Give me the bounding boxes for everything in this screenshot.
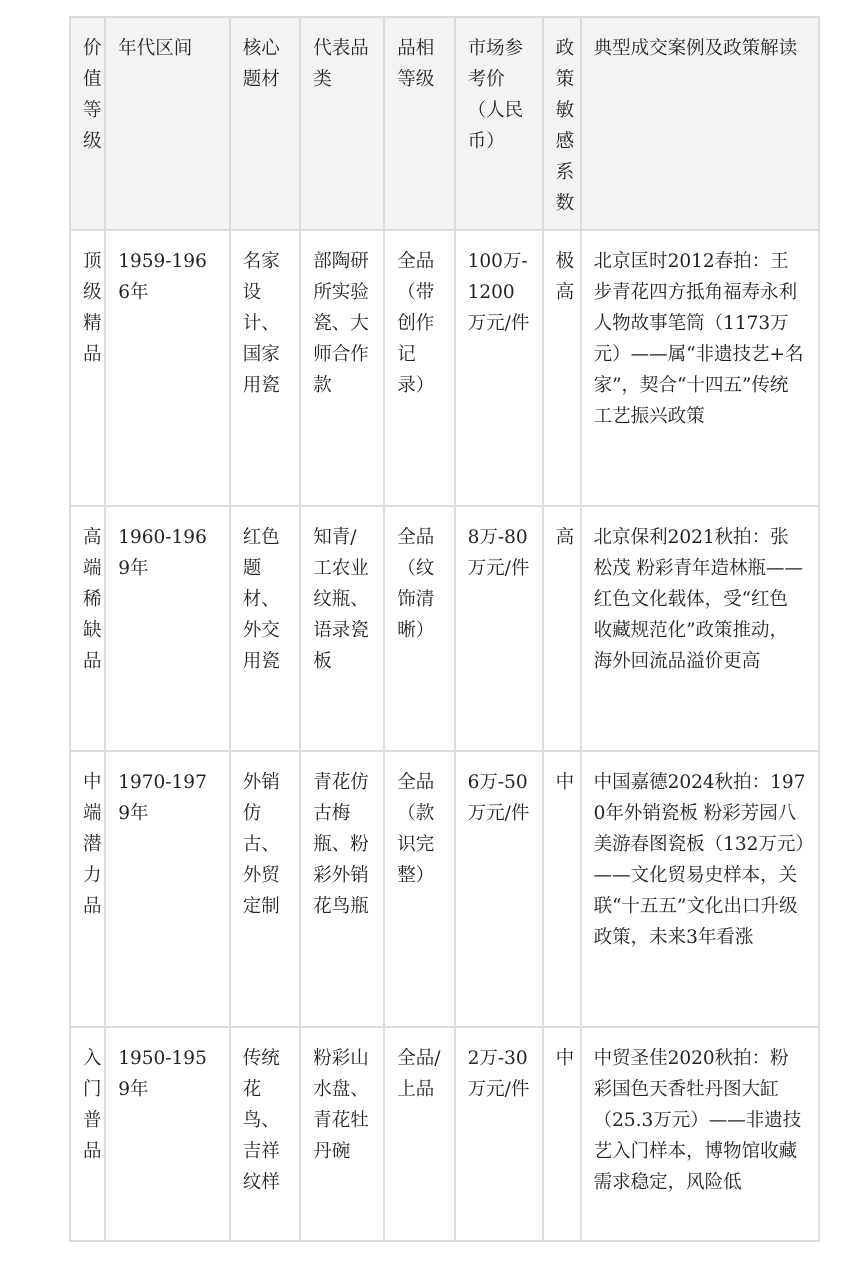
cell-representative-category: 青花仿古梅瓶、粉彩外销花鸟瓶	[300, 751, 384, 1027]
cell-era-range: 1959-1966年	[105, 230, 230, 506]
cell-representative-category: 部陶研所实验瓷、大师合作款	[300, 230, 384, 506]
cell-core-theme: 红色题材、外交用瓷	[230, 506, 300, 751]
header-representative-category: 代表品类	[300, 17, 384, 230]
cell-policy-sensitivity: 中	[543, 1027, 581, 1241]
header-era-range: 年代区间	[105, 17, 230, 230]
valuation-table	[69, 16, 820, 1242]
cell-value-tier: 高端稀缺品	[70, 506, 105, 751]
cell-condition-grade: 全品/上品	[384, 1027, 454, 1241]
cell-representative-category: 粉彩山水盘、青花牡丹碗	[300, 1027, 384, 1241]
cell-case-and-policy: 北京保利2021秋拍：张松茂 粉彩青年造林瓶——红色文化载体，受“红色收藏规范化”政策推动，海外回流品溢价更高	[581, 506, 819, 751]
cell-era-range: 1960-1969年	[105, 506, 230, 751]
cell-market-price: 6万-50万元/件	[455, 751, 543, 1027]
cell-policy-sensitivity: 高	[543, 506, 581, 751]
table-row	[70, 1027, 819, 1241]
cell-core-theme: 外销仿古、外贸定制	[230, 751, 300, 1027]
cell-value-tier: 入门普品	[70, 1027, 105, 1241]
table-row	[70, 230, 819, 506]
cell-market-price: 8万-80万元/件	[455, 506, 543, 751]
header-market-price: 市场参考价（人民币）	[455, 17, 543, 230]
cell-core-theme: 名家设计、国家用瓷	[230, 230, 300, 506]
cell-era-range: 1970-1979年	[105, 751, 230, 1027]
cell-condition-grade: 全品（带创作记录）	[384, 230, 454, 506]
header-case-and-policy: 典型成交案例及政策解读	[581, 17, 819, 230]
cell-condition-grade: 全品（款识完整）	[384, 751, 454, 1027]
table-row	[70, 506, 819, 751]
cell-value-tier: 中端潜力品	[70, 751, 105, 1027]
cell-case-and-policy: 中国嘉德2024秋拍：1970年外销瓷板 粉彩芳园八美游春图瓷板（132万元）——文化贸易史样本，关联“十五五”文化出口升级政策，未来3年看涨	[581, 751, 819, 1027]
cell-era-range: 1950-1959年	[105, 1027, 230, 1241]
valuation-table-container	[69, 16, 820, 1242]
header-condition-grade: 品相等级	[384, 17, 454, 230]
cell-policy-sensitivity: 中	[543, 751, 581, 1027]
header-value-tier: 价值等级	[70, 17, 105, 230]
table-row	[70, 751, 819, 1027]
cell-condition-grade: 全品（纹饰清晰）	[384, 506, 454, 751]
cell-case-and-policy: 北京匡时2012春拍：王步青花四方抵角福寿永利人物故事笔筒（1173万元）——属“非遗技艺+名家”，契合“十四五”传统工艺振兴政策	[581, 230, 819, 506]
cell-market-price: 100万-1200万元/件	[455, 230, 543, 506]
cell-market-price: 2万-30万元/件	[455, 1027, 543, 1241]
cell-core-theme: 传统花鸟、吉祥纹样	[230, 1027, 300, 1241]
cell-case-and-policy: 中贸圣佳2020秋拍：粉彩国色天香牡丹图大缸（25.3万元）——非遗技艺入门样本，博物馆收藏需求稳定，风险低	[581, 1027, 819, 1241]
header-policy-sensitivity: 政策敏感系数	[543, 17, 581, 230]
cell-representative-category: 知青/工农业纹瓶、语录瓷板	[300, 506, 384, 751]
cell-policy-sensitivity: 极高	[543, 230, 581, 506]
header-core-theme: 核心题材	[230, 17, 300, 230]
cell-value-tier: 顶级精品	[70, 230, 105, 506]
table-header-row	[70, 17, 819, 230]
